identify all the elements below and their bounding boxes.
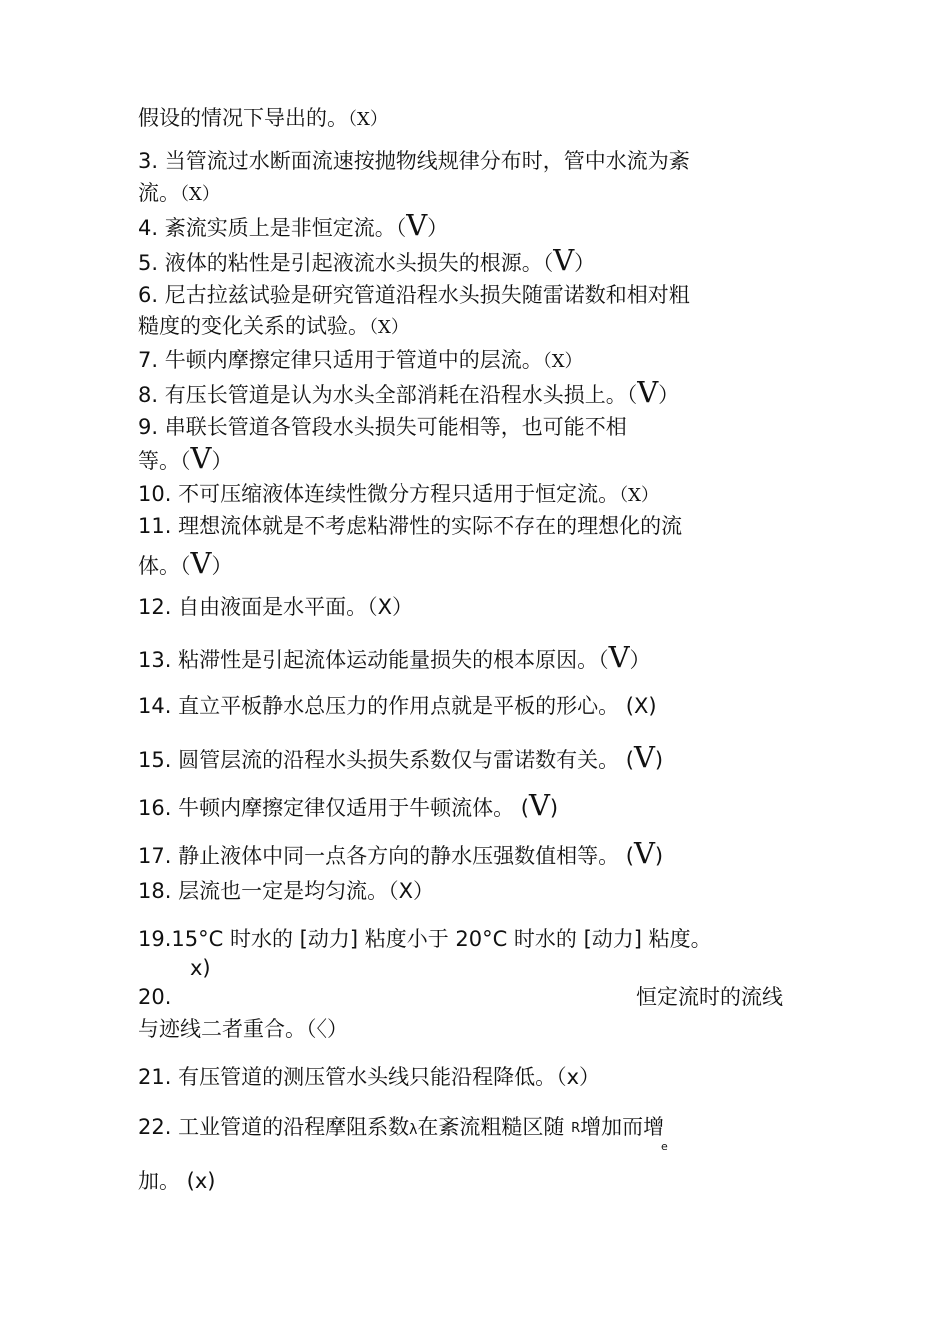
question-18 [138,877,434,905]
line-text: 10. 不可压缩液体连续性微分方程只适用于恒定流。 [138,482,620,506]
line-text: 体。 [138,554,180,578]
answer-mark: V [633,740,655,774]
question-7 [138,346,583,376]
line-text: 19.15°C 时水的 [动力] 粘度小于 20°C 时水的 [动力] 粘度。 [138,927,712,951]
answer-mark: V [406,208,428,242]
answer-open: ( [520,796,529,820]
text-line [138,104,388,134]
line-text: 加。 (x) [138,1169,216,1193]
question-11-cont [138,546,233,580]
line-text: 15. 圆管层流的沿程水头损失系数仅与雷诺数有关。 [138,748,626,772]
question-6 [138,281,690,309]
question-3 [138,147,690,175]
line-text: 5. 液体的粘性是引起液流水头损失的根源。 [138,251,543,275]
line-text: x) [190,956,211,980]
answer-open: ( [625,844,634,868]
line-text: 3. 当管流过水断面流速按抛物线规律分布时，管中水流为紊 [138,149,690,173]
line-text: 流。 [138,181,180,205]
answer-close: ） [574,251,596,275]
answer-open: （ [598,648,609,672]
question-19 [138,925,712,953]
question-6-cont [138,312,409,342]
answer-close: ) [549,796,559,820]
answer-mark: （X） [542,351,583,372]
question-20 [138,983,171,1011]
question-5 [138,243,596,277]
line-text: 恒定流时的流线 [636,985,783,1009]
line-text: 17. 静止液体中同一点各方向的静水压强数值相等。 [138,844,626,868]
question-17 [138,836,664,870]
answer-mark: V [190,441,212,475]
lambda-symbol: λ [409,1122,418,1138]
answer-close: ） [658,383,680,407]
answer-close: ） [211,554,233,578]
answer-mark: V [633,836,655,870]
line-text: 6. 尼古拉兹试验是研究管道沿程水头损失随雷诺数和相对粗 [138,283,690,307]
answer-open: ( [625,748,634,772]
question-12 [138,593,413,621]
question-13 [138,640,651,674]
answer-close: ) [654,844,664,868]
line-text: 8. 有压长管道是认为水头全部消耗在沿程水头损上。 [138,383,627,407]
answer-open: （ [542,251,554,275]
line-text: 等。 [138,449,180,473]
line-text: 糙度的变化关系的试验。 [138,314,369,338]
question-20-text [636,983,783,1011]
line-text: 12. 自由液面是水平面。（X） [138,595,413,619]
answer-open: （ [626,383,638,407]
question-9-cont [138,441,233,475]
answer-mark: V [553,243,575,277]
question-16 [138,788,559,822]
answer-mark: V [608,640,630,674]
question-22 [138,1113,664,1144]
answer-mark: （X） [369,317,409,338]
question-19-cont [190,954,211,982]
answer-mark: V [637,375,659,409]
line-text: 20. [138,985,172,1009]
reynolds-subscript: e [661,1140,668,1153]
line-text: 13. 粘滞性是引起流体运动能量损失的根本原因。 [138,648,599,672]
reynolds-symbol: R [571,1121,581,1136]
answer-open: （ [180,449,191,473]
answer-mark: V [528,788,550,822]
question-15 [138,740,664,774]
line-text: 21. 有压管道的测压管水头线只能沿程降低。（x） [138,1065,600,1089]
question-14 [138,692,657,720]
line-text: 增加而增 [580,1115,665,1139]
answer-mark: （X） [180,184,220,205]
question-4 [138,208,449,242]
answer-close: ） [629,648,651,672]
answer-close: ） [211,449,233,473]
line-text: 11. 理想流体就是不考虑粘滞性的实际不存在的理想化的流 [138,514,683,538]
line-text: 16. 牛顿内摩擦定律仅适用于牛顿流体。 [138,796,521,820]
line-text: 在紊流粗糙区随 [417,1115,572,1139]
question-11 [138,512,682,540]
line-text: 4. 紊流实质上是非恒定流。 [138,216,396,240]
line-text: 14. 直立平板静水总压力的作用点就是平板的形心。 (X) [138,694,657,718]
line-text: 9. 串联长管道各管段水头损失可能相等，也可能不相 [138,415,627,439]
question-10 [138,480,659,510]
question-3-cont [138,179,220,209]
answer-mark: （X） [619,485,659,506]
question-20-cont [138,1015,348,1043]
question-21 [138,1063,600,1091]
answer-mark: （X） [348,109,388,130]
line-text: 与迹线二者重合。（〈） [138,1017,348,1041]
line-text: 22. 工业管道的沿程摩阻系数 [138,1115,410,1139]
line-text: 18. 层流也一定是均匀流。（X） [138,879,434,903]
line-text: 假设的情况下导出的。 [138,106,348,130]
question-8 [138,375,680,409]
answer-close: ) [654,748,664,772]
answer-open: （ [180,554,191,578]
answer-close: ） [427,216,449,240]
answer-mark: V [190,546,212,580]
line-text: 7. 牛顿内摩擦定律只适用于管道中的层流。 [138,348,543,372]
question-9 [138,413,627,441]
answer-open: （ [395,216,407,240]
question-22-cont [138,1167,216,1195]
